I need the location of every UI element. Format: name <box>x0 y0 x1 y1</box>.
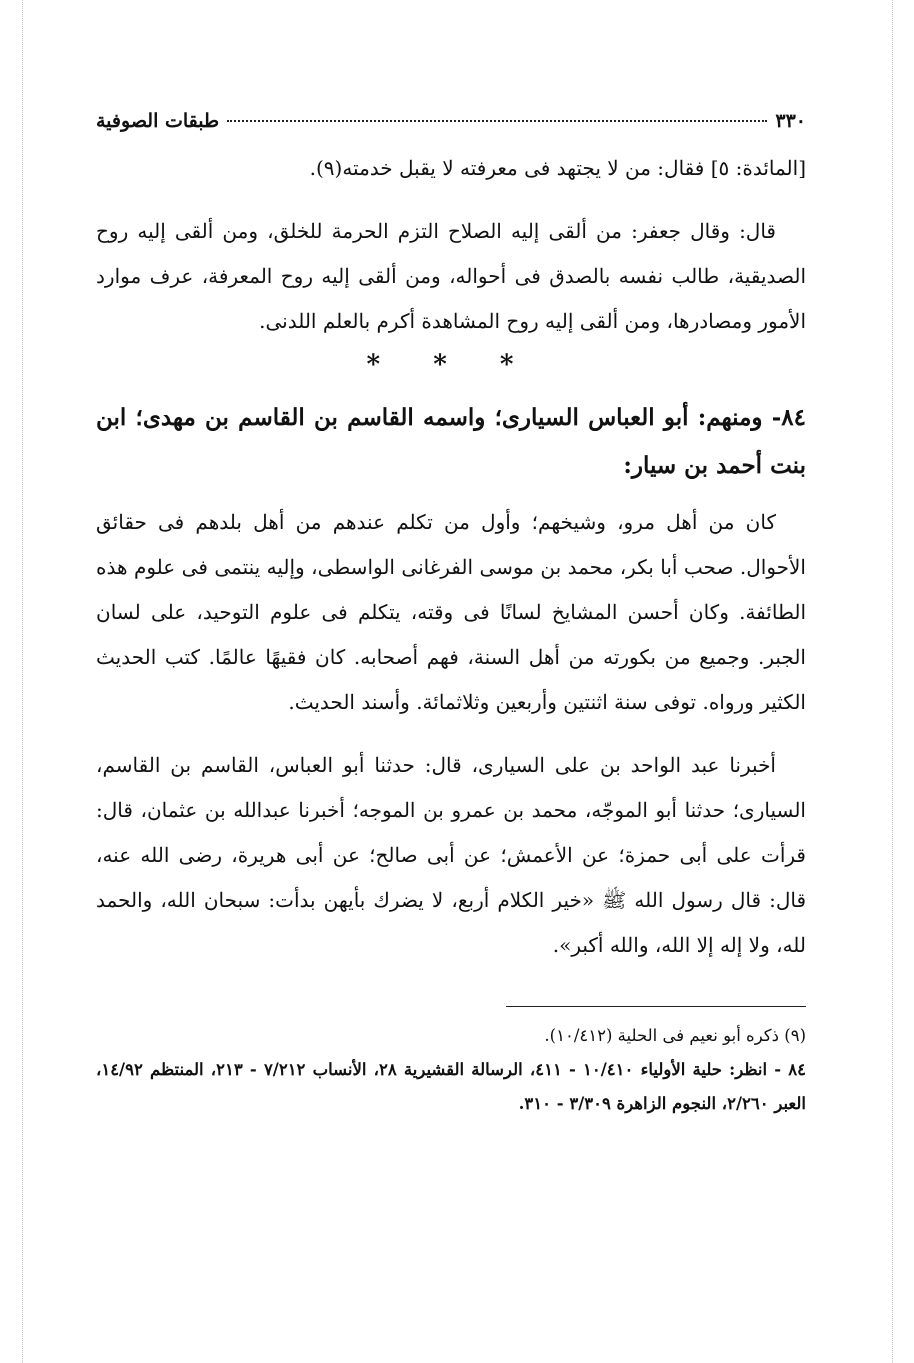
scan-edge-right <box>892 0 893 1363</box>
footnote-84: ٨٤ - انظر: حلية الأولياء ١٠/٤١٠ - ٤١١، الرسالة القشيرية ٢٨، الأنساب ٧/٢١٢ - ٢١٣، المنتظم ١٤/٩٢، العبر ٢/٢٦٠، النجوم الزاهرة ٣/٣٠٩ - ٣١٠. <box>96 1060 807 1113</box>
paragraph-biography: كان من أهل مرو، وشيخهم؛ وأول من تكلم عندهم من أهل بلدهم فى حقائق الأحوال. صحب أبا بكر، محمد بن موسى الفرغانى الواسطى، وإليه ينتمى فى علوم هذه الطائفة. وكان أحسن المشايخ لسانًا فى وقته، يتكلم فى علوم التوحيد، على لسان الجبر. وجميع من بكورته من أهل السنة، فهم أصحابه. كان فقيهًا عالمًا. كتب الحديث الكثير ورواه. توفى سنة اثنتين وأربعين وثلاثمائة. وأسند الحديث. <box>96 510 806 714</box>
footnote-9: (٩) ذكره أبو نعيم فى الحلية (١٠/٤١٢). <box>544 1026 806 1045</box>
spacer <box>96 725 806 743</box>
section-divider-stars: * * * <box>366 350 536 380</box>
running-title: طبقات الصوفية <box>96 110 220 132</box>
footnote-rule <box>506 1006 806 1007</box>
biography-heading: ٨٤- ومنهم: أبو العباس السيارى؛ واسمه القاسم بن القاسم بن مهدى؛ ابن بنت أحمد بن سيار: <box>96 404 806 479</box>
running-header <box>96 110 806 146</box>
paragraph-maidah-quote: [المائدة: ٥] فقال: من لا يجتهد فى معرفته لا يقبل خدمته(٩). <box>309 156 806 180</box>
page-number: ٣٣٠ <box>775 110 806 132</box>
book-page <box>96 110 806 1121</box>
spacer <box>96 191 806 209</box>
paragraph-jafar-saying: قال: وقال جعفر: من ألقى إليه الصلاح التزم الحرمة للخلق، ومن ألقى إليه روح الصديقية، طالب نفسه بالصدق فى أحواله، ومن ألقى إليه روح المعرفة، عرف موارد الأمور ومصادرها، ومن ألقى إليه روح المشاهدة أكرم بالعلم اللدنى. <box>96 219 806 333</box>
paragraph-hadith-chain: أخبرنا عبد الواحد بن على السيارى، قال: حدثنا أبو العباس، القاسم بن القاسم، السيارى؛ حدثنا أبو الموجّه، محمد بن عمرو بن الموجه؛ أخبرنا عبدالله بن عثمان، قال: قرأت على أبى حمزة؛ عن الأعمش؛ عن أبى صالح؛ عن أبى هريرة، رضى الله عنه، قال: قال رسول الله ﷺ «خير الكلام أربع، لا يضرك بأيهن بدأت: سبحان الله، والحمد لله، ولا إله إلا الله، والله أكبر». <box>96 753 806 957</box>
header-leader-dots <box>227 120 767 122</box>
scan-edge-left <box>22 0 23 1363</box>
